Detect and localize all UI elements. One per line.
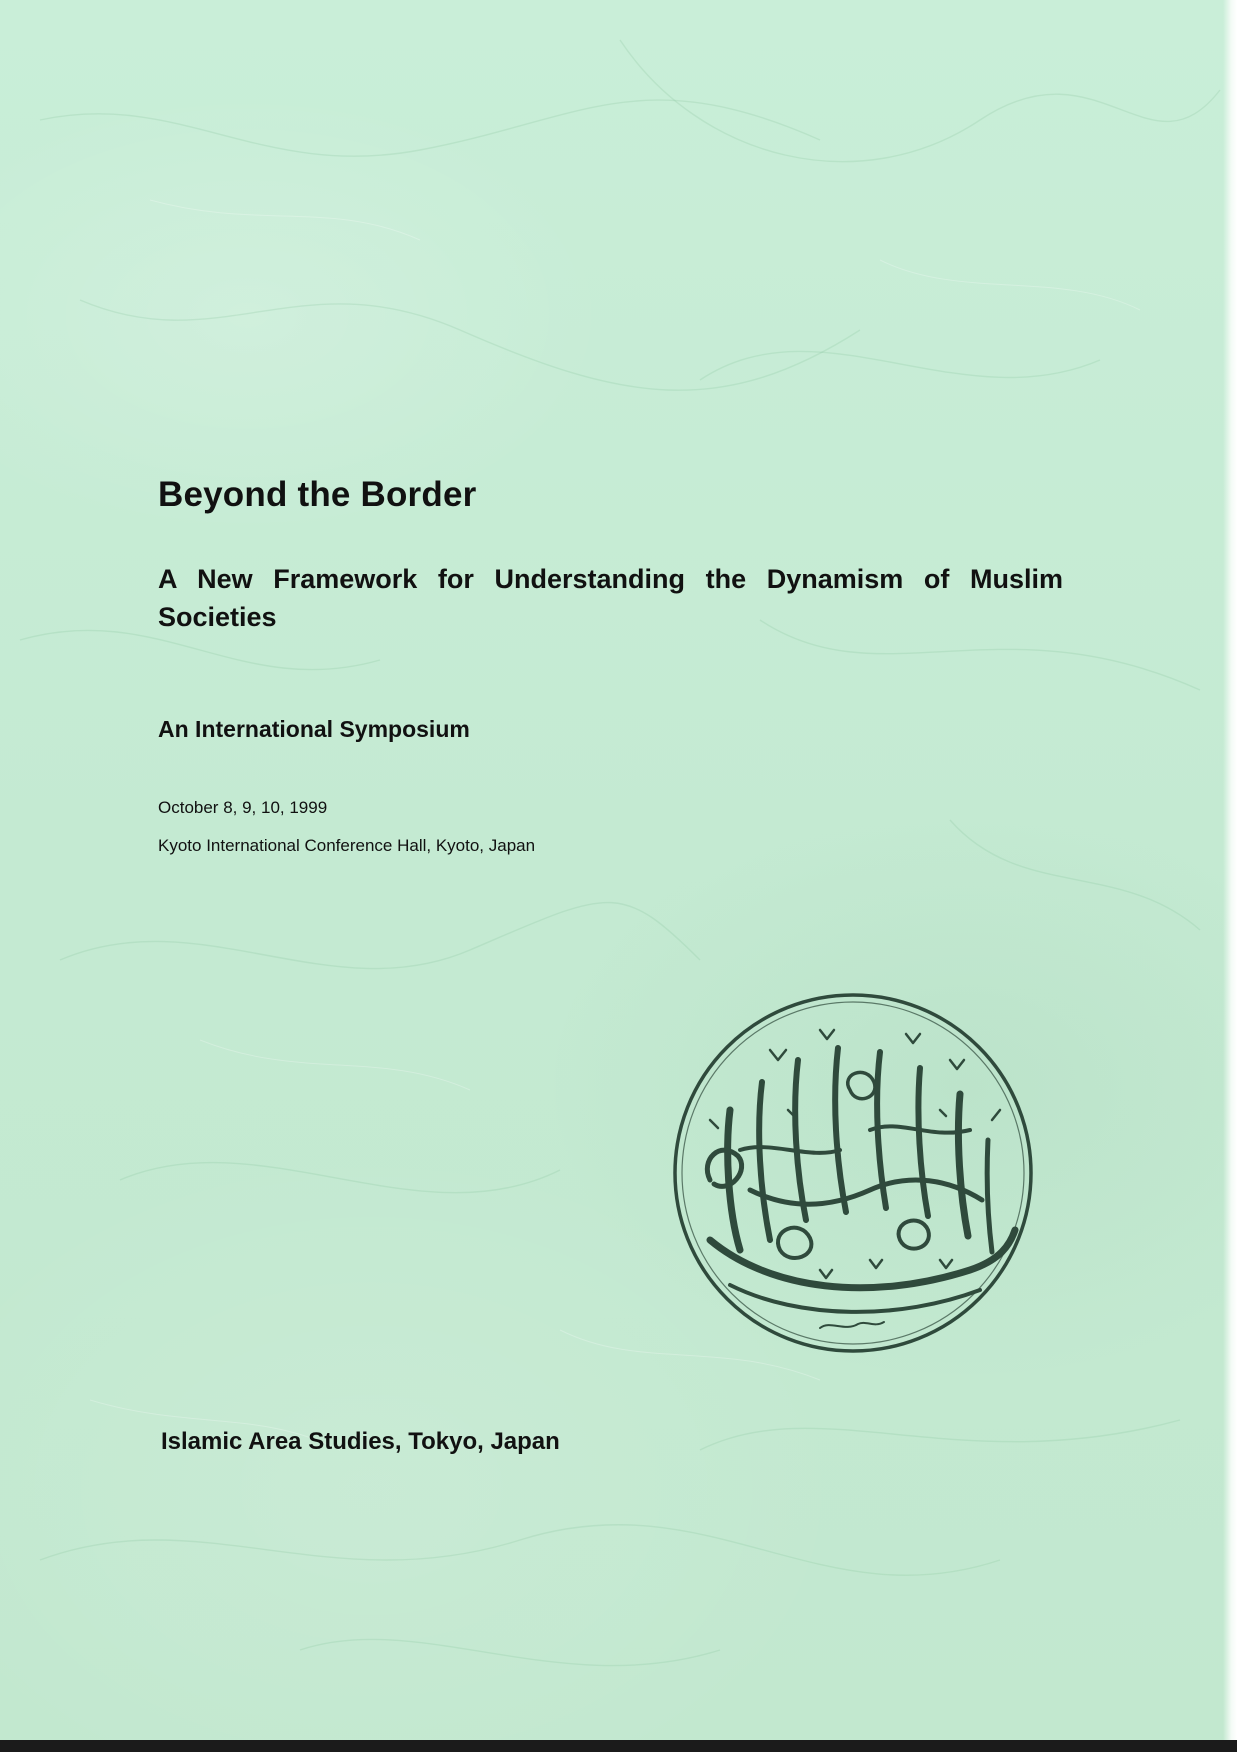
page-bottom-edge <box>0 1740 1237 1752</box>
event-type: An International Symposium <box>158 716 470 742</box>
event-dates: October 8, 9, 10, 1999 <box>158 798 328 817</box>
cover-subtitle: A New Framework for Understanding the Dynamism of Muslim Societies <box>158 564 1063 632</box>
page-right-edge <box>1223 0 1237 1752</box>
publisher: Islamic Area Studies, Tokyo, Japan <box>161 1428 560 1455</box>
arabic-calligraphy-seal-icon <box>670 990 1036 1356</box>
event-venue: Kyoto International Conference Hall, Kyoto, Japan <box>158 836 536 855</box>
cover-title: Beyond the Border <box>158 475 477 514</box>
